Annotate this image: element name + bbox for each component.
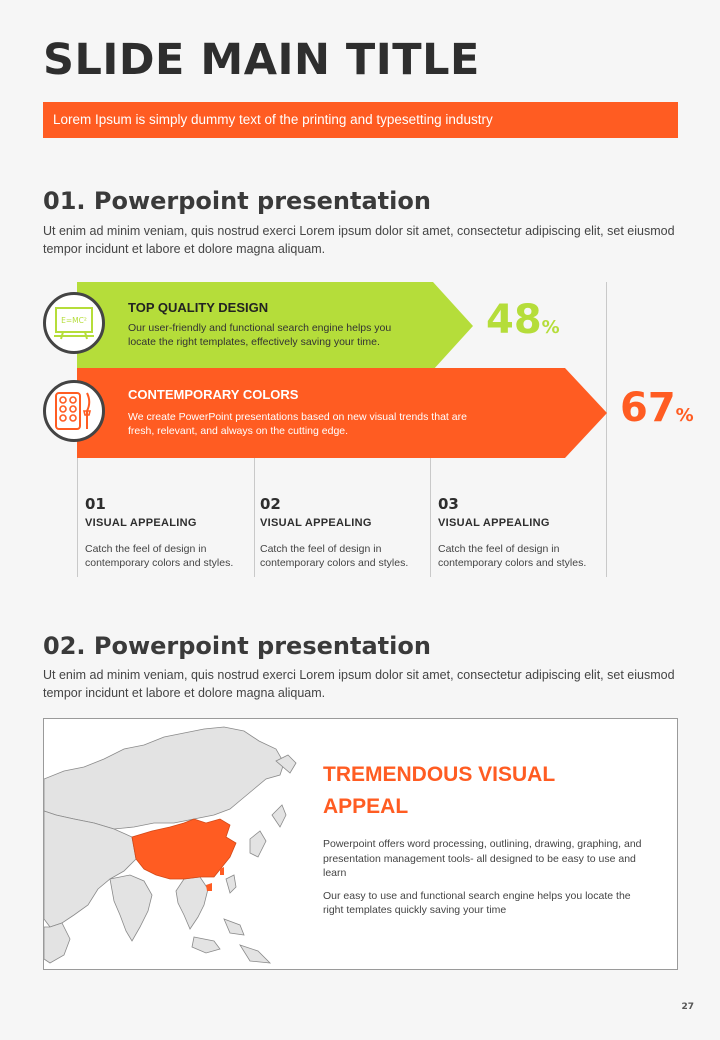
palette-icon — [52, 389, 96, 433]
band-1-percent — [486, 298, 560, 350]
subtitle-bar: Lorem Ipsum is simply dummy text of the printing and typesetting industry — [43, 102, 678, 138]
band-1-content — [128, 299, 418, 349]
column-1-title: VISUAL APPEALING — [85, 517, 197, 529]
band-1-text: Our user-friendly and functional search engine helps you locate the right templates, effectively saving your time. — [128, 322, 392, 348]
section-1-body: Ut enim ad minim veniam, quis nostrud exerci Lorem ipsum dolor sit amet, consectetur adipiscing elit, set eiusmod tempor incidunt et labore et dolore magna aliquam. — [43, 224, 675, 256]
feature-column-3 — [438, 495, 604, 570]
band-1-percent-sign: % — [541, 317, 560, 338]
column-2-number: 02 — [260, 495, 281, 513]
map-card-heading-line-1: TREMENDOUS VISUAL — [323, 763, 556, 786]
page-number: 27 — [681, 1002, 694, 1012]
grid-line — [430, 457, 431, 577]
band-2-percent — [620, 386, 694, 438]
grid-line — [254, 457, 255, 577]
column-2-text: Catch the feel of design in contemporary colors and styles. — [260, 543, 409, 569]
map-card-text-2: Our easy to use and functional search engine helps you locate the right templates quickly saving your time — [323, 889, 631, 916]
chalkboard-text: E=MC² — [61, 316, 87, 325]
column-3-title: VISUAL APPEALING — [438, 517, 550, 529]
map-card — [43, 718, 678, 970]
band-2-percent-value: 67 — [620, 385, 676, 431]
band-1-percent-value: 48 — [486, 297, 542, 343]
map-card-text — [323, 759, 653, 918]
section-1-heading: 01. Powerpoint presentation — [43, 187, 431, 215]
section-2-heading: 02. Powerpoint presentation — [43, 632, 431, 660]
column-2-title: VISUAL APPEALING — [260, 517, 372, 529]
slide-main-title: SLIDE MAIN TITLE — [43, 35, 480, 85]
feature-column-2 — [260, 495, 426, 570]
column-1-text: Catch the feel of design in contemporary colors and styles. — [85, 543, 234, 569]
map-card-heading-line-2: APPEAL — [323, 795, 409, 818]
band-2-title: CONTEMPORARY COLORS — [128, 387, 299, 402]
band-2-percent-sign: % — [675, 405, 694, 426]
column-3-number: 03 — [438, 495, 459, 513]
hainan-highlight — [206, 883, 212, 891]
band-2-icon-circle — [43, 380, 105, 442]
feature-column-1 — [85, 495, 251, 570]
column-3-text: Catch the feel of design in contemporary colors and styles. — [438, 543, 587, 569]
band-1-title: TOP QUALITY DESIGN — [128, 300, 269, 315]
section-2-body: Ut enim ad minim veniam, quis nostrud exerci Lorem ipsum dolor sit amet, consectetur adipiscing elit, set eiusmod tempor incidunt et labore et dolore magna aliquam. — [43, 668, 675, 700]
band-2-content — [128, 386, 468, 438]
band-1-icon-circle — [43, 292, 105, 354]
chalkboard-icon — [53, 305, 95, 341]
asia-map — [44, 719, 304, 970]
band-2-text: We create PowerPoint presentations based on new visual trends that are fresh, relevant, and always on the cutting edge. — [128, 411, 467, 437]
column-1-number: 01 — [85, 495, 106, 513]
map-card-text-1: Powerpoint offers word processing, outlining, drawing, graphing, and presentation management tools- all designed to be easy to use and learn — [323, 838, 642, 879]
